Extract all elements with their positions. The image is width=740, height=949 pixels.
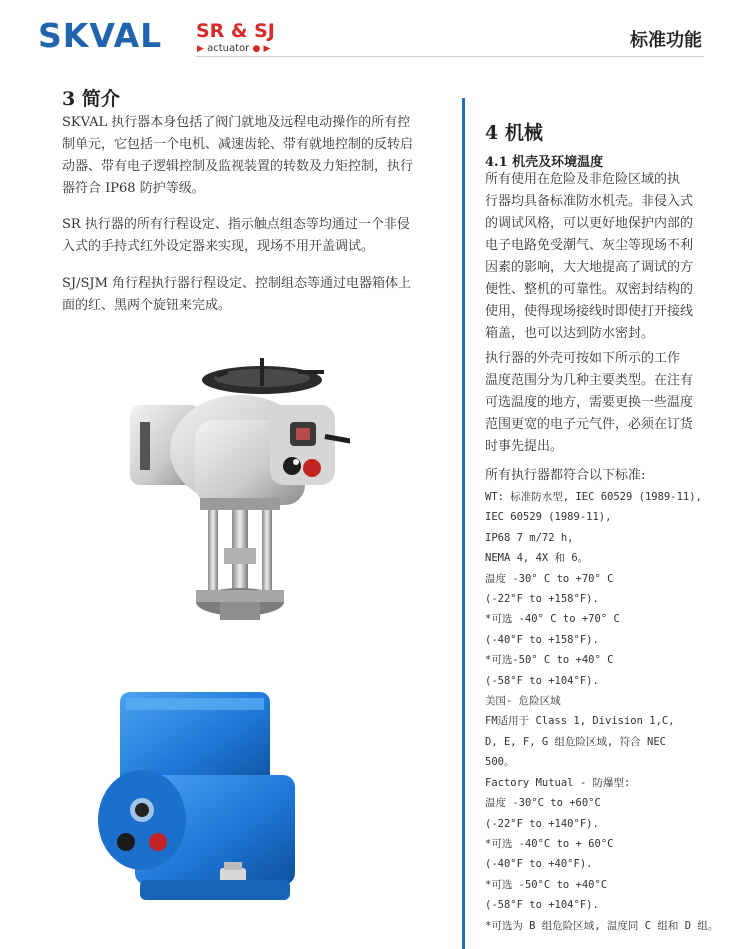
page-title: 标准功能 bbox=[630, 30, 702, 51]
text-line: 行器均具备标准防水机壳。非侵入式 bbox=[485, 194, 694, 209]
text-line: 时事先提出。 bbox=[485, 439, 564, 454]
text-line: 使用，使得现场接线时即使打开接线 bbox=[485, 304, 694, 319]
list-item: *可选为 B 组危险区域, 温度同 C 组和 D 组。 bbox=[485, 919, 719, 932]
logo-subtitle-text: actuator bbox=[207, 43, 250, 54]
page-header bbox=[0, 0, 740, 62]
text-line: 因素的影响，大大地提高了调试的方 bbox=[485, 260, 694, 275]
actuator-grey-photo bbox=[120, 350, 350, 640]
list-item: *可选 -40°C to + 60°C bbox=[485, 837, 614, 850]
text-line: 入式的手持式红外设定器来实现，现场不用开盖调试。 bbox=[62, 239, 375, 254]
standards-intro: 所有执行器都符合以下标准: bbox=[485, 468, 646, 483]
text-line: 的调试风格，可以更好地保护内部的 bbox=[485, 216, 694, 231]
list-item: (-40°F to +158°F). bbox=[485, 633, 599, 646]
text-line: 所有使用在危险及非危险区域的执 bbox=[485, 172, 681, 187]
text-line: 箱盖，也可以达到防水密封。 bbox=[485, 326, 655, 341]
list-item: NEMA 4, 4X 和 6。 bbox=[485, 552, 589, 565]
list-item: 温度 -30°C to +60°C bbox=[485, 797, 601, 810]
brand-logo: SKVAL bbox=[38, 16, 163, 55]
list-item: *可选 -50°C to +40°C bbox=[485, 878, 608, 891]
list-item: (-58°F to +104°F). bbox=[485, 899, 599, 912]
list-item: IP68 7 m/72 h, bbox=[485, 531, 574, 544]
section-title-mechanical: 4 机械 bbox=[485, 122, 543, 144]
list-item: Factory Mutual - 防爆型: bbox=[485, 776, 631, 789]
housing-paragraph-2 bbox=[485, 348, 715, 458]
list-item: *可选 -40° C to +70° C bbox=[485, 613, 620, 626]
list-item: 美国- 危险区域 bbox=[485, 695, 561, 708]
dot-icon: ● bbox=[252, 44, 261, 54]
intro-paragraph-3 bbox=[62, 273, 442, 317]
text-line: SR 执行器的所有行程设定、指示触点组态等均通过一个非侵 bbox=[62, 217, 410, 232]
text-line: 器符合 IP68 防护等级。 bbox=[62, 181, 205, 196]
list-item: *可选-50° C to +40° C bbox=[485, 654, 614, 667]
play-icon: ▶ bbox=[197, 44, 204, 54]
text-line: 可选温度的地方，需要更换一些温度 bbox=[485, 395, 694, 410]
section-title-intro: 3 简介 bbox=[62, 88, 120, 110]
list-item: (-58°F to +104°F). bbox=[485, 674, 599, 687]
list-item: 500。 bbox=[485, 756, 515, 769]
list-item: 温度 -30° C to +70° C bbox=[485, 572, 614, 585]
intro-paragraph-1 bbox=[62, 112, 442, 200]
text-line: 电子电路免受潮气、灰尘等现场不利 bbox=[485, 238, 694, 253]
list-item: (-40°F to +40°F). bbox=[485, 858, 593, 871]
list-item: FM适用于 Class 1, Division 1,C, bbox=[485, 715, 675, 728]
list-item: D, E, F, G 组危险区域, 符合 NEC bbox=[485, 735, 666, 748]
text-line: 温度范围分为几种主要类型。在注有 bbox=[485, 373, 694, 388]
text-line: 面的红、黑两个旋钮来完成。 bbox=[62, 298, 232, 313]
list-item: (-22°F to +158°F). bbox=[485, 593, 599, 606]
text-line: 便性、整机的可靠性。双密封结构的 bbox=[485, 282, 694, 297]
text-line: SKVAL 执行器本身包括了阀门就地及远程电动操作的所有控 bbox=[62, 115, 411, 130]
text-line: 执行器的外壳可按如下所示的工作 bbox=[485, 351, 681, 366]
logo-subtitle bbox=[197, 43, 270, 55]
text-line: 动器、带有电子逻辑控制及监视装置的转数及力矩控制，执行 bbox=[62, 159, 414, 174]
text-line: SJ/SJM 角行程执行器行程设定、控制组态等通过电器箱体上 bbox=[62, 276, 412, 291]
header-rule bbox=[196, 56, 704, 57]
housing-paragraph-1 bbox=[485, 169, 715, 345]
text-line: 制单元，它包括一个电机、减速齿轮、带有就地控制的反转启 bbox=[62, 137, 414, 152]
text-line: 范围更宽的电子元气件，必须在订货 bbox=[485, 417, 694, 432]
column-divider bbox=[462, 98, 465, 949]
list-item: IEC 60529 (1989-11), bbox=[485, 511, 612, 524]
list-item: (-22°F to +140°F). bbox=[485, 817, 599, 830]
standards-list bbox=[485, 487, 725, 936]
intro-paragraph-2 bbox=[62, 214, 442, 258]
play-icon: ▶ bbox=[263, 44, 271, 54]
model-logo: SR & SJ bbox=[196, 20, 275, 42]
actuator-blue-photo bbox=[80, 680, 320, 910]
list-item: WT: 标准防水型, IEC 60529 (1989-11), bbox=[485, 491, 702, 503]
subsection-title-housing: 4.1 机壳及环境温度 bbox=[485, 155, 604, 170]
